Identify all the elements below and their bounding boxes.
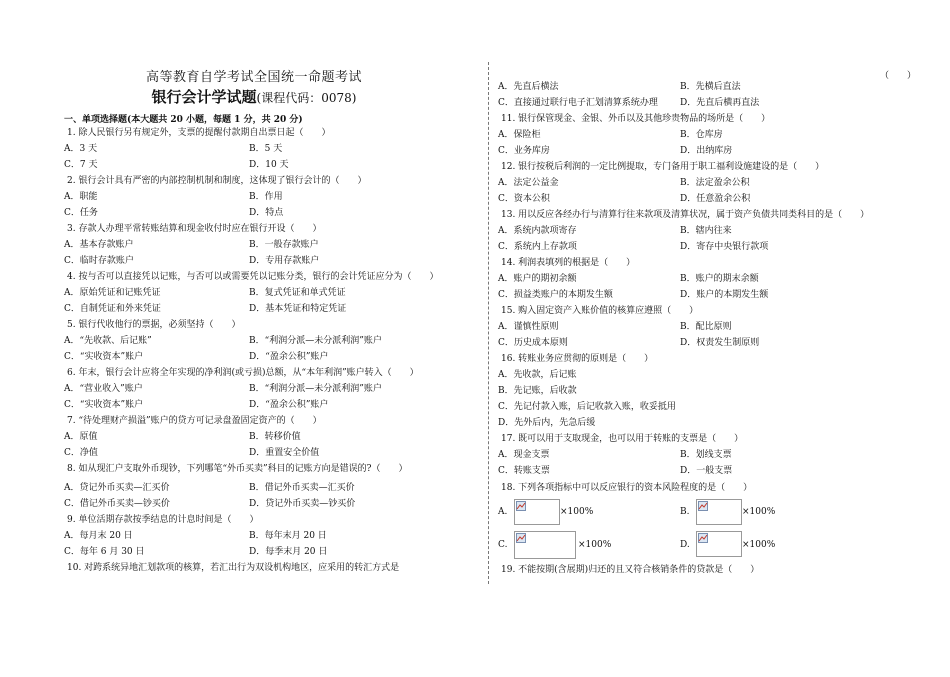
option-b: B．仓库房 [680,130,723,140]
exam-title: 高等教育自学考试全国统一命题考试 [145,70,362,85]
option-c-label: C. [498,540,508,550]
option-b: B．法定盈余公积 [680,178,750,188]
subject-name: 银行会计学试题 [151,88,257,106]
option-d: D．专用存款账户 [249,256,320,266]
option-a: A．每月末 20 日 [64,531,133,541]
option-c: C．临时存款账户 [64,256,134,266]
option-c: C．业务库房 [498,146,550,156]
option-d: D．先直后横再直法 [680,98,760,108]
option-b: B．账户的期末余额 [680,274,759,284]
option-b: B．配比原则 [680,322,732,332]
option-a: A．基本存款账户 [64,240,134,250]
option-d: D．寄存中央银行款项 [680,242,769,252]
option-b: B．5 天 [249,144,283,154]
question-19: 19. 不能按期(含展期)归还的且又符合核销条件的贷款是（ ） [501,565,760,575]
broken-image-icon [516,501,526,511]
section-heading: 一、单项选择题(本大题共 20 小题，每题 1 分，共 20 分) [64,115,303,125]
option-b: B．“利润分派—未分派利润”账户 [249,336,382,346]
option-d: D．出纳库房 [680,146,733,156]
option-b: B．借记外币买卖—汇买价 [249,483,355,493]
option-c: C．自制凭证和外来凭证 [64,304,161,314]
option-d: D．特点 [249,208,284,218]
option-c: C．损益类账户的本期发生额 [498,290,613,300]
option-d: D．账户的本期发生额 [680,290,769,300]
option-d-label: D. [680,540,690,550]
option-b: B．作用 [249,192,283,202]
option-d: D．贷记外币买卖—钞买价 [249,499,356,509]
option-b: B．复式凭证和单式凭证 [249,288,346,298]
option-c: C．“实收资本”账户 [64,400,144,410]
question-18: 18. 下列各项指标中可以反应银行的资本风险程度的是（ ） [501,483,753,493]
formula-image-c [514,531,576,559]
formula-image-b [696,499,742,525]
option-a: A．“营业收入”账户 [64,384,143,394]
option-b: B．每年末月 20 日 [249,531,327,541]
option-b: B．划线支票 [680,450,732,460]
option-c: C．借记外币买卖—钞买价 [64,499,170,509]
option-c: C．先记付款入账，后记收款入账，收妥抵用 [498,402,676,412]
formula-image-a [514,499,560,525]
option-b: B．一般存款账户 [249,240,319,250]
option-c: C．“实收资本”账户 [64,352,144,362]
option-d: D．每季末月 20 日 [249,547,328,557]
option-b-label: B. [680,507,690,517]
option-c: C．系统内上存款项 [498,242,577,252]
option-a: A．原值 [64,432,98,442]
option-a: A．系统内款项寄存 [498,226,577,236]
option-c: C．任务 [64,208,98,218]
percent-suffix: ×100% [560,507,594,517]
option-a: A．现金支票 [498,450,550,460]
question-1: 1. 除人民银行另有规定外，支票的提醒付款期自出票日起（ ） [67,128,331,138]
option-a: A．账户的期初余额 [498,274,577,284]
question-2: 2. 银行会计具有严密的内部控制机制和制度，这体现了银行会计的（ ） [67,176,367,186]
option-d: D．10 天 [249,160,289,170]
option-d: D．“盈余公积”账户 [249,352,329,362]
question-14: 14. 利润表填列的根据是（ ） [501,258,636,268]
percent-suffix: ×100% [578,540,612,550]
option-b: B．辖内往来 [680,226,732,236]
question-11: 11. 银行保管现金、金银、外币以及其他珍贵物品的场所是（ ） [501,114,771,124]
question-17: 17. 既可以用于支取现金，也可以用于转账的支票是（ ） [501,434,744,444]
option-c: C．7 天 [64,160,98,170]
question-3: 3. 存款人办理平常转账结算和现金收付时应在银行开设（ ） [67,224,322,234]
percent-suffix: ×100% [742,507,776,517]
option-a: A．原始凭证和记账凭证 [64,288,161,298]
option-b: B．先记账，后收款 [498,386,577,396]
broken-image-icon [698,533,708,543]
q10-answer-bracket: （ ） [880,71,917,81]
option-a: A．职能 [64,192,98,202]
question-8: 8. 如从现汇户支取外币现钞，下列哪笔“外币买卖”科目的记账方向是错误的?（ ） [67,464,408,474]
option-b: B．先横后直法 [680,82,741,92]
question-9: 9. 单位活期存款按季结息的计息时间是（ ） [67,515,259,525]
option-c: C．每年 6 月 30 日 [64,547,145,557]
exam-subtitle [64,86,444,107]
broken-image-icon [698,501,708,511]
option-a: A．先直后横法 [498,82,559,92]
question-6: 6. 年末，银行会计应将全年实现的净利润(或亏损)总额，从“本年利润”账户转入（ ） [67,368,419,378]
option-a: A．3 天 [64,144,98,154]
option-a: A．谨慎性原则 [498,322,559,332]
option-b: B．“利润分派—未分派利润”账户 [249,384,382,394]
option-a: A．先收款，后记账 [498,370,577,380]
question-15: 15. 购入固定资产入账价值的核算应遵照（ ） [501,306,699,316]
option-d: D．任意盈余公积 [680,194,751,204]
option-d: D．权责发生制原则 [680,338,760,348]
question-13: 13. 用以反应各经办行与清算行往来款项及清算状况，属于资产负债共同类科目的是（ ） [501,210,870,220]
option-b: B．转移价值 [249,432,301,442]
question-4: 4. 按与否可以直接凭以记账，与否可以或需要凭以记账分类，银行的会计凭证应分为（ ） [67,272,439,282]
option-a-label: A. [498,507,508,517]
option-c: C．净值 [64,448,98,458]
column-divider [488,62,489,584]
option-c: C．资本公积 [498,194,550,204]
question-12: 12. 银行按税后利润的一定比例提取，专门备用于职工福利设施建设的是（ ） [501,162,825,172]
option-c: C．直接通过联行电子汇划清算系统办理 [498,98,658,108]
question-7: 7. “待处理财产损溢”账户的贷方可记录盘盈固定资产的（ ） [67,416,322,426]
option-a: A．保险柜 [498,130,541,140]
option-a: A．贷记外币买卖—汇买价 [64,483,170,493]
option-d: D．先外后内，先急后缓 [498,418,596,428]
option-a: A．“先收款、后记账” [64,336,152,346]
option-d: D．一般支票 [680,466,733,476]
broken-image-icon [516,533,526,543]
option-c: C．历史成本原则 [498,338,568,348]
course-code: (课程代码：0078) [256,91,357,105]
question-5: 5. 银行代收他行的票据，必须坚持（ ） [67,320,241,330]
question-16: 16. 转账业务应贯彻的原则是（ ） [501,354,654,364]
option-d: D．重置安全价值 [249,448,320,458]
option-a: A．法定公益金 [498,178,559,188]
formula-image-d [696,531,742,557]
option-c: C．转账支票 [498,466,550,476]
option-d: D．基本凭证和特定凭证 [249,304,347,314]
option-d: D．“盈余公积”账户 [249,400,329,410]
percent-suffix: ×100% [742,540,776,550]
question-10: 10. 对跨系统异地汇划款项的核算，若汇出行为双设机构地区，应采用的转汇方式是 [67,563,400,573]
